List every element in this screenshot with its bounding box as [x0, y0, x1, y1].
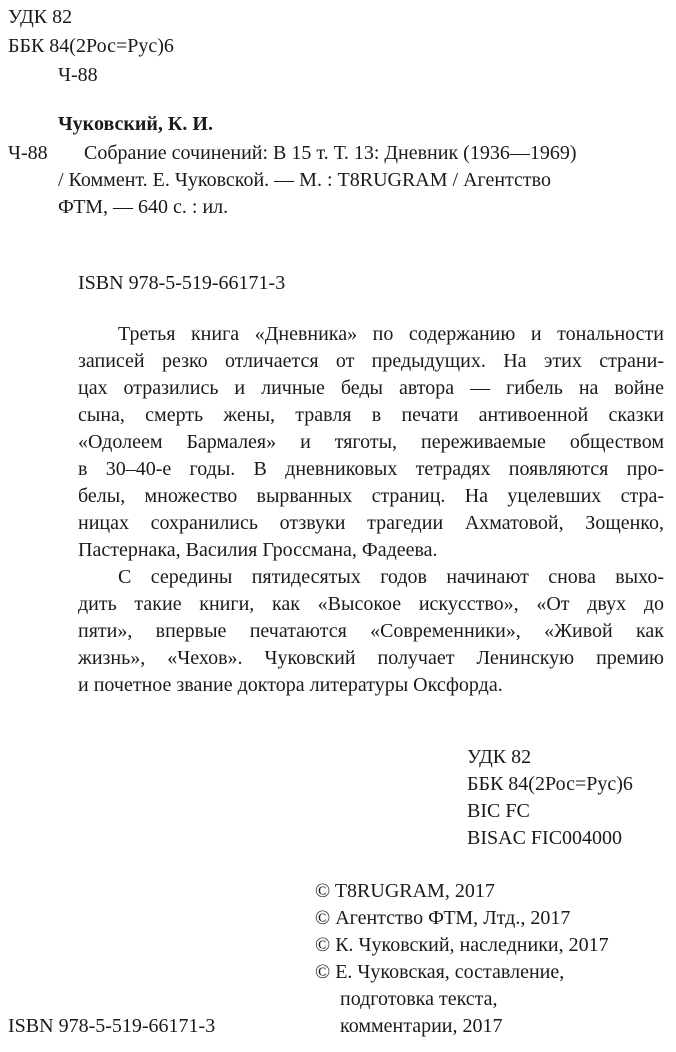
annotation-line: записей резко отличается от предыдущих. На этих страни- — [78, 350, 664, 372]
annotation-line: сына, смерть жены, травля в печати антивоенной сказки — [78, 404, 664, 426]
header-udk: УДК 82 — [8, 6, 73, 28]
annotation-line: и почетное звание доктора литературы Оксфорда. — [78, 674, 503, 696]
record-mark: Ч-88 — [8, 142, 48, 164]
record-title-line-3: ФТМ, — 640 с. : ил. — [58, 196, 229, 218]
copyright-line-3: © К. Чуковский, наследники, 2017 — [315, 934, 609, 956]
copyright-continuation-1: подготовка текста, — [340, 988, 498, 1010]
copyright-line-2: © Агентство ФТМ, Лтд., 2017 — [315, 907, 571, 929]
annotation-line: Третья книга «Дневника» по содержанию и тональности — [118, 323, 664, 345]
annotation-line: жизнь», «Чехов». Чуковский получает Ленинскую премию — [78, 647, 664, 669]
record-title-line-1: Собрание сочинений: В 15 т. Т. 13: Дневник (1936—1969) — [84, 142, 577, 164]
record-title-line-2: / Коммент. Е. Чуковской. — М. : T8RUGRAM / Агентство — [58, 169, 551, 191]
copyright-continuation-2: комментарии, 2017 — [340, 1015, 503, 1037]
classification-bic: BIC FC — [467, 800, 530, 822]
copyright-line-4: © Е. Чуковская, составление, — [315, 961, 565, 983]
annotation-line: ницах сохранились отзвуки трагедии Ахматовой, Зощенко, — [78, 512, 664, 534]
annotation-line: «Одолеем Бармалея» и тяготы, переживаемые обществом — [78, 431, 664, 453]
annotation-line: белы, множество вырванных страниц. На уцелевших стра- — [78, 485, 664, 507]
record-author: Чуковский, К. И. — [58, 113, 213, 135]
copyright-line-1: © T8RUGRAM, 2017 — [315, 880, 495, 902]
annotation-line: С середины пятидесятых годов начинают снова выхо- — [118, 566, 664, 588]
annotation-paragraph-1 — [78, 321, 664, 564]
annotation-line: в 30–40-е годы. В дневниковых тетрадях появляются про- — [78, 458, 664, 480]
annotation-paragraph-2 — [78, 564, 664, 699]
header-author-mark: Ч-88 — [58, 64, 98, 86]
header-bbk: ББК 84(2Рос=Рус)6 — [8, 35, 174, 57]
annotation-line: дить такие книги, как «Высокое искусство», «От двух до — [78, 593, 664, 615]
record-isbn: ISBN 978-5-519-66171-3 — [78, 272, 286, 294]
classification-udk: УДК 82 — [467, 746, 532, 768]
classification-bbk: ББК 84(2Рос=Рус)6 — [467, 773, 633, 795]
annotation-line: цах отразились и личные беды автора — гибель на войне — [78, 377, 664, 399]
footer-isbn: ISBN 978-5-519-66171-3 — [8, 1015, 216, 1037]
annotation-line: пяти», впервые печатаются «Современники», «Живой как — [78, 620, 664, 642]
annotation-line: Пастернака, Василия Гроссмана, Фадеева. — [78, 539, 438, 561]
classification-bisac: BISAC FIC004000 — [467, 827, 623, 849]
